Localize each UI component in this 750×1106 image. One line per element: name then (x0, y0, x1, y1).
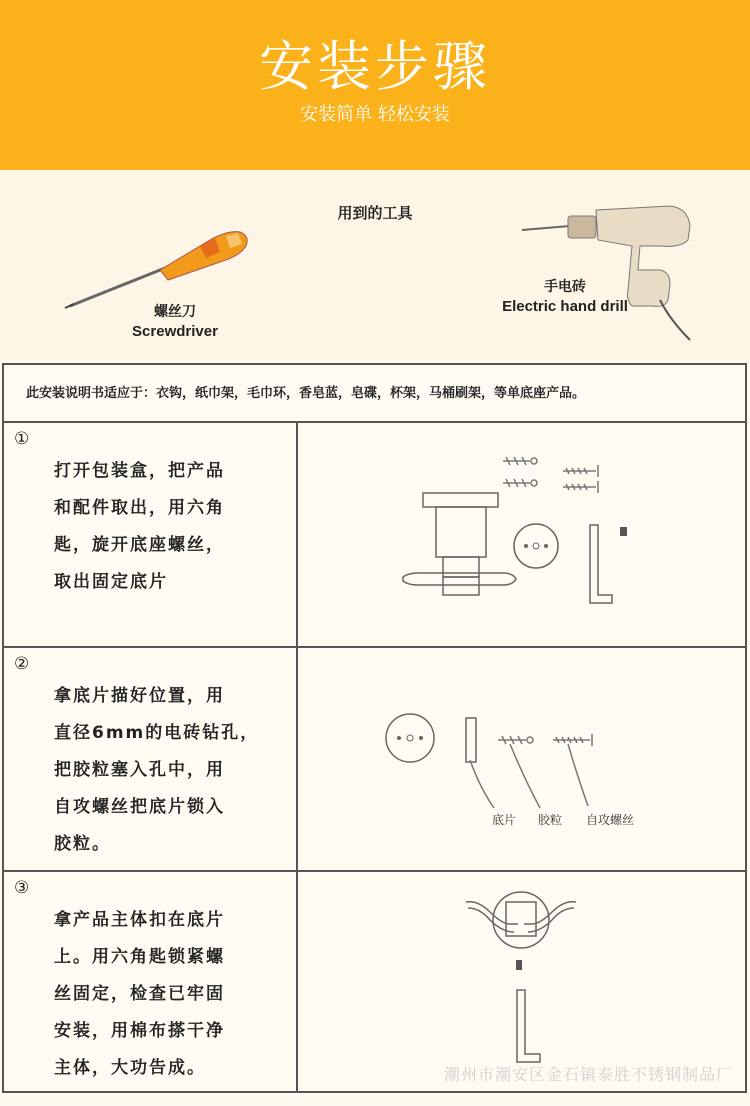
step-2-text (54, 678, 294, 863)
step-1-line: 匙，旋开底座螺丝， (54, 535, 225, 555)
step-1-diagram-cell (298, 423, 745, 646)
drill-cn: 手电砖 (544, 279, 586, 295)
screwdriver-en: Screwdriver (132, 323, 218, 340)
step-3-line: 拿产品主体扣在底片 (54, 910, 225, 930)
screwdriver-cn: 螺丝刀 (154, 304, 196, 320)
step-3-line: 上。用六角匙锁紧螺 (54, 947, 225, 967)
step-row-2 (4, 648, 745, 872)
page-subtitle: 安装简单 轻松安装 (300, 104, 450, 125)
drill-en: Electric hand drill (502, 298, 628, 315)
watermark: 潮州市潮安区金石镇泰胜不锈钢制品厂 (443, 1065, 733, 1084)
step-3-diagram (298, 872, 745, 1091)
step-1-text (54, 453, 294, 601)
step-row-3 (4, 872, 745, 1091)
drill-label (480, 278, 650, 316)
screwdriver-icon (60, 218, 260, 313)
table-header: 此安装说明书适应于：衣钩，纸巾架，毛巾环，香皂蓝，皂碟，杯架，马桶刷架，等单底座产品。 (4, 365, 745, 423)
screwdriver-label (115, 303, 235, 341)
step-2-text-cell (4, 648, 298, 870)
step-2-diagram (298, 648, 745, 868)
step-3-text (54, 902, 294, 1087)
banner (0, 0, 750, 170)
step-1-diagram (298, 423, 745, 644)
step-3-text-cell (4, 872, 298, 1091)
step-2-line: 自攻螺丝把底片锁入 (54, 797, 225, 817)
drill-icon (520, 200, 700, 350)
step-2-line: 把胶粒塞入孔中，用 (54, 760, 225, 780)
step-1-line: 和配件取出，用六角 (54, 498, 225, 518)
step-1-number: ① (14, 429, 30, 449)
diagram-label-anchor: 胶粒 (538, 813, 563, 827)
diagram-label-screw: 自攻螺丝 (586, 813, 635, 827)
step-3-line: 丝固定，检查已牢固 (54, 984, 225, 1004)
step-row-1 (4, 423, 745, 648)
step-3-number: ③ (14, 878, 30, 898)
page-title: 安装步骤 (259, 35, 491, 98)
tools-heading: 用到的工具 (337, 204, 413, 222)
step-2-line: 胶粒。 (54, 834, 111, 854)
step-1-text-cell (4, 423, 298, 646)
step-2-number: ② (14, 654, 30, 674)
step-3-line: 安装，用棉布搽干净 (54, 1021, 225, 1041)
step-1-line: 打开包装盒，把产品 (54, 461, 225, 481)
step-1-line: 取出固定底片 (54, 572, 168, 592)
step-3-line: 主体，大功告成。 (54, 1058, 206, 1078)
step-2-line: 直径6mm的电砖钻孔， (54, 723, 260, 743)
instruction-table (2, 363, 747, 1093)
diagram-label-base: 底片 (492, 813, 517, 827)
step-3-diagram-cell (298, 872, 745, 1091)
step-2-diagram-cell (298, 648, 745, 870)
step-2-line: 拿底片描好位置，用 (54, 686, 225, 706)
